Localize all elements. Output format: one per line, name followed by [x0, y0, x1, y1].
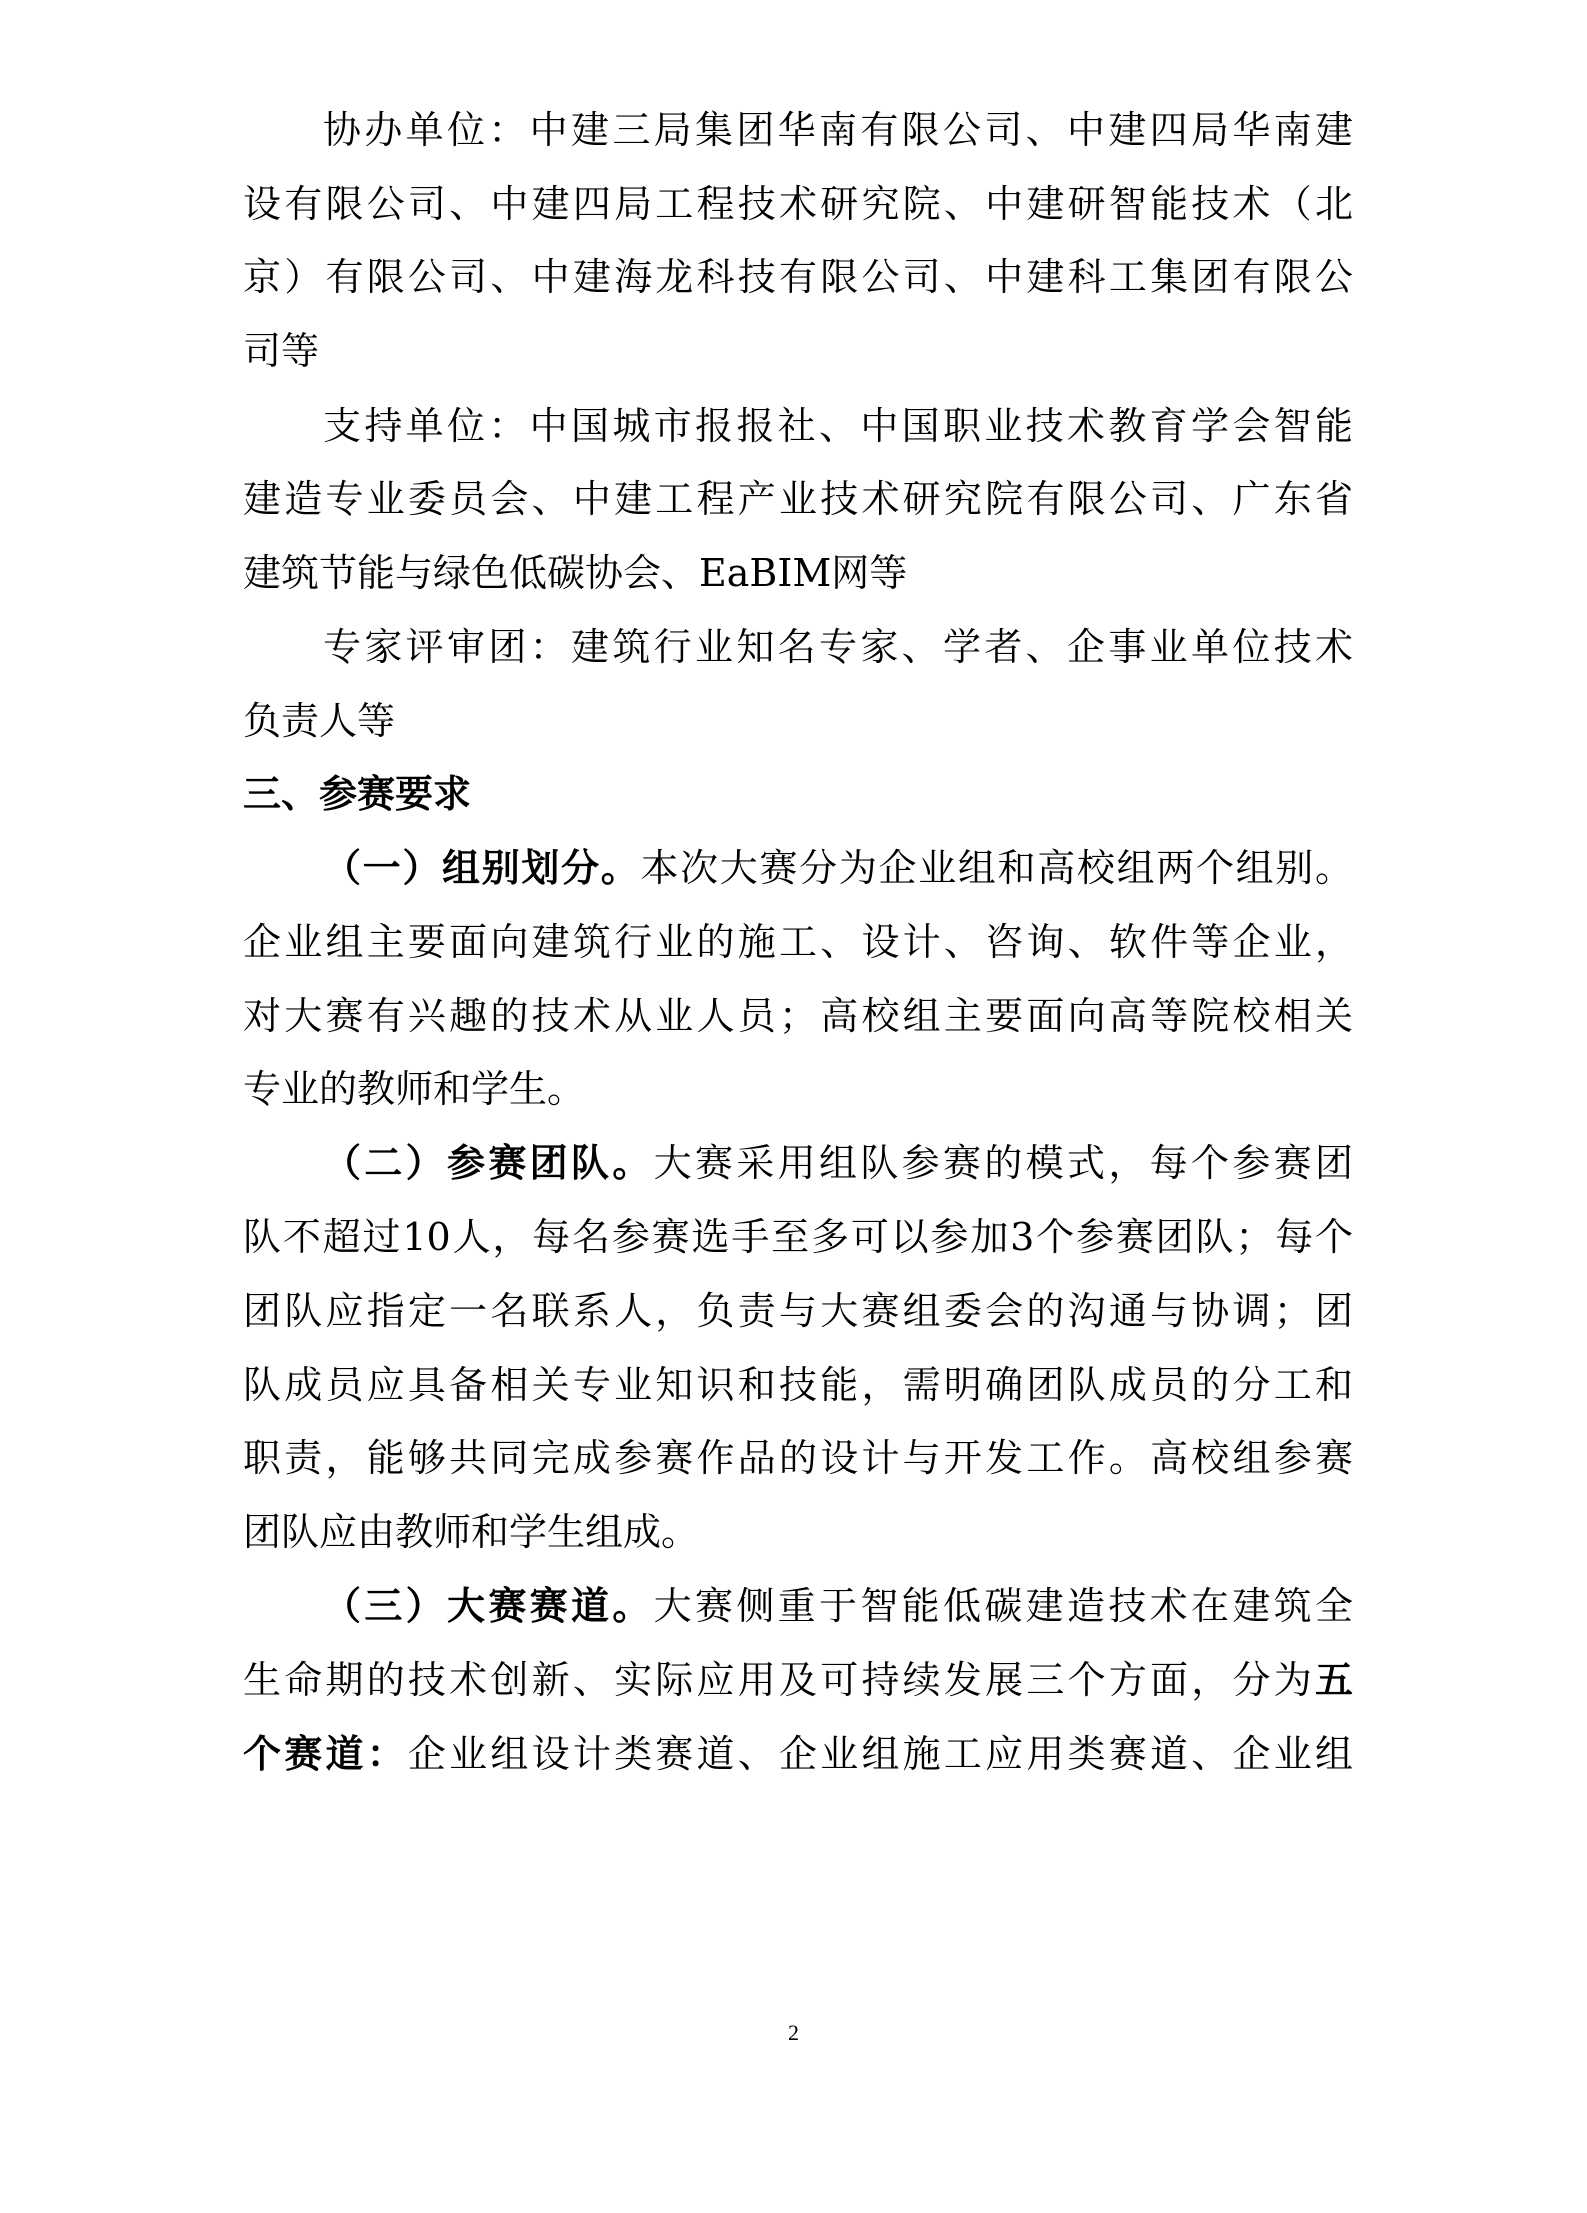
- assisting-units-line-1: 协办单位：中建三局集团华南有限公司、中建四局华南建: [323, 108, 1353, 152]
- tracks-line-3-bold: 个赛道：: [243, 1731, 408, 1776]
- teams-label: （二）参赛团队。: [323, 1140, 654, 1185]
- page-number: 2: [788, 2020, 799, 2045]
- tracks-line-3: [243, 1724, 1353, 1784]
- tracks-line-2-text: 生命期的技术创新、实际应用及可持续发展三个方面，分为: [243, 1658, 1315, 1702]
- assisting-units-line-3: 京）有限公司、中建海龙科技有限公司、中建科工集团有限公: [243, 255, 1353, 299]
- groups-line-3: 对大赛有兴趣的技术从业人员；高校组主要面向高等院校相关: [243, 994, 1353, 1038]
- tracks-label: （三）大赛赛道。: [323, 1583, 654, 1628]
- expert-panel-line-1: 专家评审团：建筑行业知名专家、学者、企事业单位技术: [323, 625, 1353, 669]
- supporting-units-line-3: 建筑节能与绿色低碳协会、EaBIM网等: [243, 551, 908, 595]
- tracks-line-2-bold: 五: [1314, 1657, 1353, 1702]
- assisting-units-line-4: 司等: [243, 329, 320, 373]
- groups-line-1: [323, 838, 1353, 898]
- supporting-units-line-2: 建造专业委员会、中建工程产业技术研究院有限公司、广东省: [243, 477, 1353, 521]
- teams-line-2: 队不超过10人，每名参赛选手至多可以参加3个参赛团队；每个: [243, 1215, 1353, 1259]
- teams-line-6: 团队应由教师和学生组成。: [243, 1510, 700, 1554]
- teams-line-1: [323, 1133, 1353, 1193]
- tracks-first-line-text: 大赛侧重于智能低碳建造技术在建筑全: [653, 1584, 1353, 1628]
- groups-label: （一）组别划分。: [323, 845, 641, 890]
- teams-first-line-text: 大赛采用组队参赛的模式，每个参赛团: [653, 1141, 1353, 1185]
- assisting-units-line-2: 设有限公司、中建四局工程技术研究院、中建研智能技术（北: [243, 182, 1353, 226]
- tracks-line-3-text: 企业组设计类赛道、企业组施工应用类赛道、企业组: [407, 1732, 1353, 1776]
- groups-first-line-text: 本次大赛分为企业组和高校组两个组别。: [640, 846, 1353, 890]
- teams-line-3: 团队应指定一名联系人，负责与大赛组委会的沟通与协调；团: [243, 1289, 1353, 1333]
- supporting-units-line-1: 支持单位：中国城市报报社、中国职业技术教育学会智能: [323, 404, 1353, 448]
- tracks-line-2: [243, 1650, 1353, 1710]
- teams-line-5: 职责，能够共同完成参赛作品的设计与开发工作。高校组参赛: [243, 1436, 1353, 1480]
- groups-line-2: 企业组主要面向建筑行业的施工、设计、咨询、软件等企业，: [243, 920, 1353, 964]
- groups-line-4: 专业的教师和学生。: [243, 1067, 586, 1111]
- teams-line-4: 队成员应具备相关专业知识和技能，需明确团队成员的分工和: [243, 1363, 1353, 1407]
- tracks-line-1: [323, 1576, 1353, 1636]
- expert-panel-line-2: 负责人等: [243, 699, 396, 743]
- section-heading: 三、参赛要求: [243, 772, 472, 816]
